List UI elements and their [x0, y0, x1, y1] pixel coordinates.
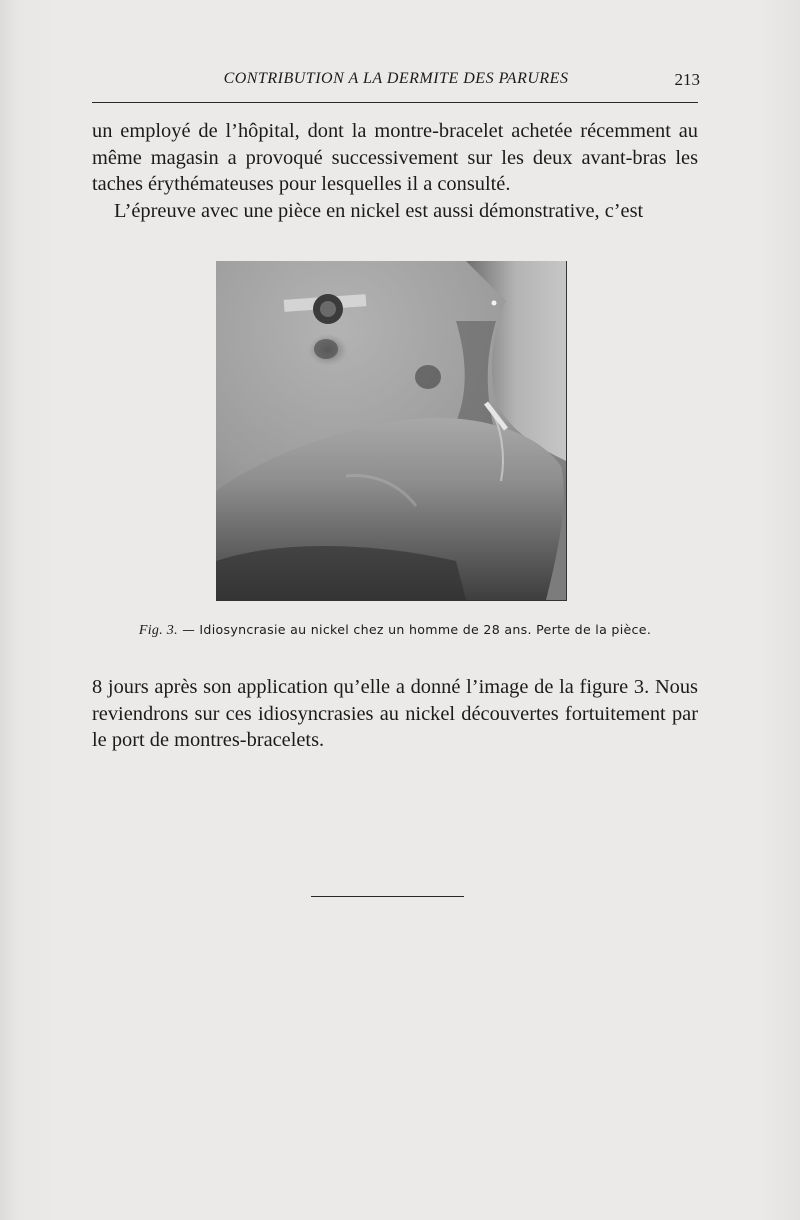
figure-label: Fig. 3.: [138, 623, 178, 638]
end-rule: [311, 896, 464, 897]
running-head: [92, 70, 700, 94]
page-number: 213: [674, 70, 700, 89]
paragraph-continuation: un employé de l’hôpital, dont la montre-bracelet achetée récemment au même magasin a provoqué successivement sur les deux avant-bras les taches érythémateuses pour lesquelles il a consulté.: [92, 120, 698, 195]
figure-caption-text: — Idiosyncrasie au nickel chez un homme de 28 ans. Perte de la pièce.: [177, 622, 652, 637]
paragraph-start: L’épreuve avec une pièce en nickel est aussi démonstrative, c’est: [114, 199, 644, 222]
text-block-top: [92, 118, 698, 224]
figure-caption: [92, 622, 698, 639]
text-block-bottom: [92, 674, 698, 754]
running-title: CONTRIBUTION A LA DERMITE DES PARURES: [223, 70, 569, 87]
header-rule: [92, 102, 698, 103]
paragraph-end: 8 jours après son application qu’elle a donné l’image de la figure 3. Nous reviendrons sur ces idiosyncrasies au nickel découvertes fortuitement par le port de montres-bracelets.: [92, 676, 698, 751]
photograph-image: [216, 261, 566, 600]
figure-photograph: [216, 261, 567, 601]
